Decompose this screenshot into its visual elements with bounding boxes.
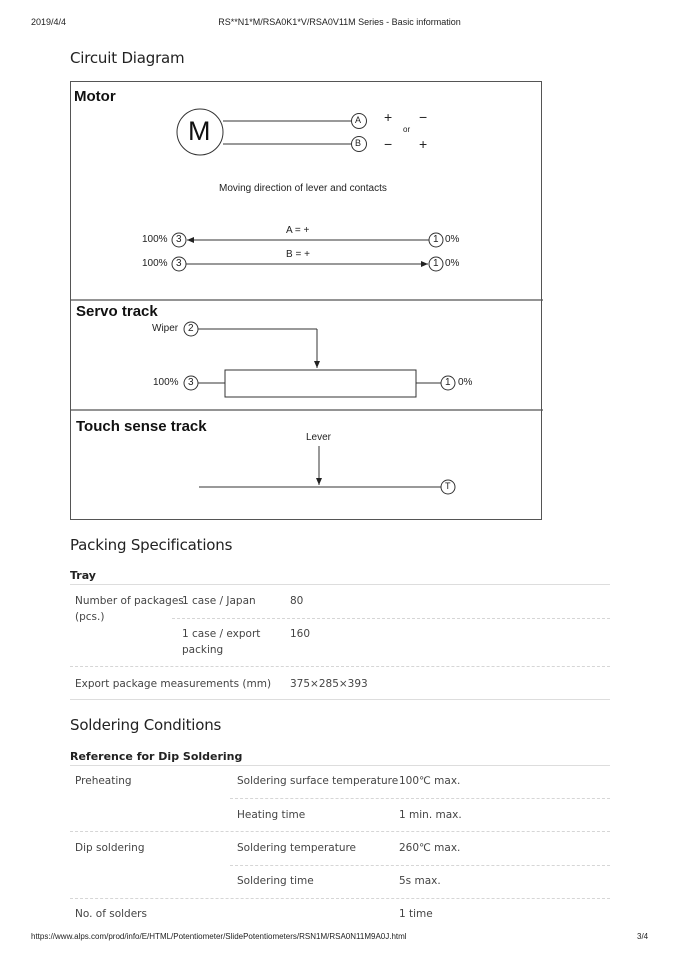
motion-caption: Moving direction of lever and contacts xyxy=(219,183,387,194)
soldering-row-value: 1 min. max. xyxy=(399,809,462,821)
row-divider xyxy=(70,898,610,899)
row-divider xyxy=(172,618,610,619)
pin-3: 3 xyxy=(176,234,182,245)
soldering-row-sub: Soldering time xyxy=(237,875,314,887)
polarity-or: or xyxy=(403,125,411,134)
lever-label: Lever xyxy=(306,432,332,443)
servo-pct-100: 100% xyxy=(153,377,179,388)
packing-row-sub: 1 case / Japan xyxy=(182,595,256,607)
soldering-row-label: Dip soldering xyxy=(75,842,145,854)
touch-section-label: Touch sense track xyxy=(76,418,207,435)
page-number: 3/4 xyxy=(637,932,649,941)
terminal-a: A xyxy=(355,115,362,125)
packing-row-value: 80 xyxy=(290,595,304,607)
pin-t: T xyxy=(445,481,451,491)
table-rule xyxy=(70,699,610,700)
soldering-heading: Soldering Conditions xyxy=(70,716,222,734)
pin-1: 1 xyxy=(433,258,439,269)
print-date: 2019/4/4 xyxy=(31,17,67,27)
soldering-row-label: Preheating xyxy=(75,775,132,787)
pin-1: 1 xyxy=(433,234,439,245)
table-rule xyxy=(70,584,610,585)
servo-section-label: Servo track xyxy=(76,303,158,320)
motor-symbol: M xyxy=(188,116,211,146)
polarity-b-plus: + xyxy=(419,136,428,152)
row-divider xyxy=(70,666,610,667)
soldering-row-sub: Soldering surface temperature xyxy=(237,775,399,787)
soldering-row-value: 260℃ max. xyxy=(399,842,461,854)
packing-row-label: Export package measurements (mm) xyxy=(75,678,272,690)
page-url: https://www.alps.com/prod/info/E/HTML/Potentiometer/SlidePotentiometers/RSN1M/RSA0N11M9A0J.html xyxy=(31,932,407,941)
b-plus-label: B = + xyxy=(286,249,310,260)
polarity-a-minus: − xyxy=(419,109,428,125)
soldering-row-label: No. of solders xyxy=(75,908,147,920)
circuit-diagram-lines xyxy=(71,82,543,521)
polarity-a-plus: + xyxy=(384,109,393,125)
soldering-row-value: 100℃ max. xyxy=(399,775,461,787)
row-divider xyxy=(70,831,610,832)
circuit-diagram xyxy=(70,81,542,520)
servo-pct-0: 0% xyxy=(458,377,473,388)
terminal-b: B xyxy=(355,138,362,148)
row-divider xyxy=(230,865,610,866)
motor-section-label: Motor xyxy=(74,88,116,105)
packing-row-value: 160 xyxy=(290,628,311,640)
pct-0-label: 0% xyxy=(445,234,460,245)
pin-3: 3 xyxy=(188,377,194,388)
pin-1: 1 xyxy=(445,377,451,388)
packing-row-sub: 1 case / export packing xyxy=(182,628,261,656)
pct-100-label: 100% xyxy=(142,258,168,269)
soldering-row-sub: Heating time xyxy=(237,809,306,821)
soldering-row-value: 5s max. xyxy=(399,875,441,887)
a-plus-label: A = + xyxy=(286,225,310,236)
packing-heading: Packing Specifications xyxy=(70,536,233,554)
soldering-row-sub: Soldering temperature xyxy=(237,842,357,854)
row-divider xyxy=(230,798,610,799)
soldering-row-value: 1 time xyxy=(399,908,433,920)
packing-row-label: Number of packages (pcs.) xyxy=(75,595,184,623)
pct-100-label: 100% xyxy=(142,234,168,245)
pct-0-label: 0% xyxy=(445,258,460,269)
packing-subtitle: Tray xyxy=(70,569,96,582)
pin-2: 2 xyxy=(188,323,194,334)
circuit-diagram-heading: Circuit Diagram xyxy=(70,49,185,67)
packing-row-value: 375×285×393 xyxy=(290,678,368,690)
soldering-subtitle: Reference for Dip Soldering xyxy=(70,750,243,763)
table-rule xyxy=(70,765,610,766)
print-title: RS**N1*M/RSA0K1*V/RSA0V11M Series - Basic information xyxy=(218,17,461,27)
pin-3: 3 xyxy=(176,258,182,269)
polarity-b-minus: − xyxy=(384,136,393,152)
wiper-label: Wiper xyxy=(152,323,179,334)
